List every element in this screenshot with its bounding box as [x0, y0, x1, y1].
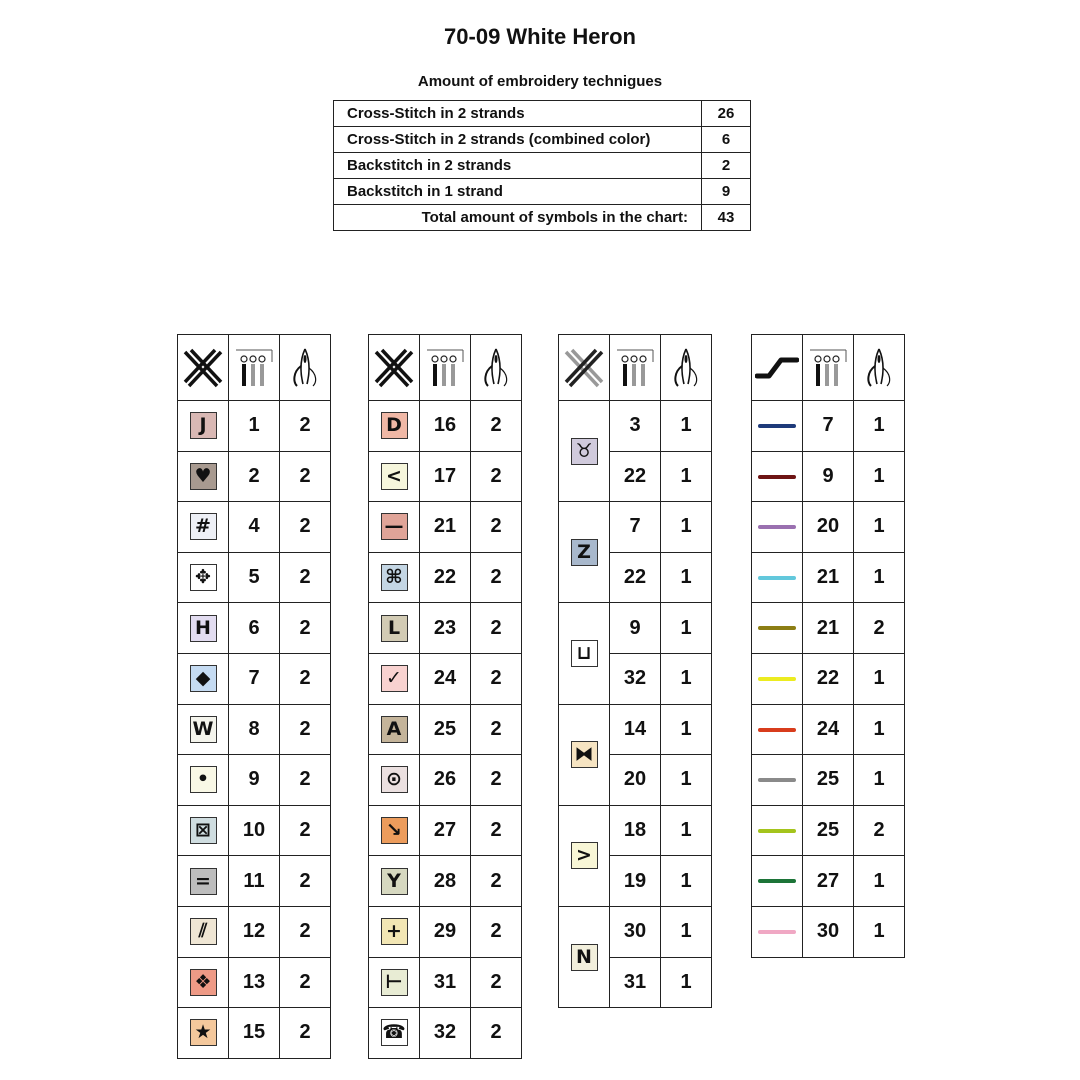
color-number: 4 — [229, 502, 280, 553]
table-row — [369, 502, 522, 553]
table-row — [178, 755, 331, 806]
color-number: 14 — [610, 704, 661, 755]
strand-count: 1 — [854, 755, 905, 806]
strand-count: 2 — [280, 906, 331, 957]
table-row — [369, 957, 522, 1008]
strand-count: 1 — [661, 603, 712, 654]
strand-count: 2 — [471, 653, 522, 704]
stitch-symbol: L — [381, 615, 408, 642]
color-number: 3 — [610, 401, 661, 452]
symbol-cell — [178, 805, 229, 856]
strand-count: 1 — [854, 704, 905, 755]
stitch-symbol: ⊔ — [571, 640, 598, 667]
threads-icon — [803, 346, 853, 390]
stitch-symbol: ⊙ — [381, 766, 408, 793]
strand-count: 1 — [854, 451, 905, 502]
table-row — [559, 805, 712, 856]
symbol-cell — [369, 906, 420, 957]
strand-count: 1 — [661, 653, 712, 704]
stitch-symbol: A — [381, 716, 408, 743]
strand-count: 1 — [854, 653, 905, 704]
stitch-symbol: J — [190, 412, 217, 439]
strand-count: 1 — [661, 906, 712, 957]
header-cell — [178, 335, 229, 401]
color-number: 31 — [420, 957, 471, 1008]
table-row — [369, 906, 522, 957]
table-row — [369, 552, 522, 603]
symbol-cell — [369, 805, 420, 856]
color-number: 20 — [803, 502, 854, 553]
backstitch-line-swatch — [758, 525, 796, 529]
summary-value: 2 — [702, 153, 751, 179]
symbol-cell — [369, 603, 420, 654]
line-cell — [752, 755, 803, 806]
strand-count: 2 — [471, 552, 522, 603]
color-number: 17 — [420, 451, 471, 502]
color-number: 12 — [229, 906, 280, 957]
table-row — [752, 805, 905, 856]
symbol-cell — [178, 502, 229, 553]
header-cell — [854, 335, 905, 401]
key-table-cross-stitch-2 — [368, 334, 522, 1059]
strand-count: 1 — [854, 502, 905, 553]
stitch-symbol: Y — [381, 868, 408, 895]
table-header-row — [369, 335, 522, 401]
summary-label: Cross-Stitch in 2 strands (combined color) — [334, 127, 702, 153]
table-row — [559, 603, 712, 654]
symbol-cell — [559, 906, 610, 1007]
header-cell — [610, 335, 661, 401]
color-number: 30 — [610, 906, 661, 957]
line-cell — [752, 653, 803, 704]
color-number: 22 — [610, 552, 661, 603]
stitch-symbol: ★ — [190, 1019, 217, 1046]
backstitch-line-swatch — [758, 728, 796, 732]
color-number: 32 — [420, 1008, 471, 1059]
strand-count: 1 — [854, 856, 905, 907]
table-row — [752, 502, 905, 553]
threads-icon — [420, 346, 470, 390]
key-table-backstitch — [751, 334, 905, 958]
color-number: 10 — [229, 805, 280, 856]
table-row — [178, 603, 331, 654]
table-row — [178, 906, 331, 957]
summary-table — [333, 100, 751, 231]
color-number: 24 — [420, 653, 471, 704]
color-number: 9 — [229, 755, 280, 806]
strand-count: 2 — [280, 805, 331, 856]
header-cell — [369, 335, 420, 401]
table-header-row — [752, 335, 905, 401]
color-number: 29 — [420, 906, 471, 957]
backstitch-line-swatch — [758, 677, 796, 681]
strand-count: 2 — [471, 957, 522, 1008]
color-number: 21 — [420, 502, 471, 553]
table-row — [178, 653, 331, 704]
backstitch-line-swatch — [758, 626, 796, 630]
table-row — [752, 451, 905, 502]
summary-row — [334, 127, 751, 153]
symbol-cell — [178, 704, 229, 755]
stitch-symbol: < — [381, 463, 408, 490]
stitch-symbol: Z — [571, 539, 598, 566]
symbol-cell — [178, 957, 229, 1008]
strand-count: 1 — [661, 755, 712, 806]
stitch-symbol: ♥ — [190, 463, 217, 490]
strand-count: 2 — [280, 957, 331, 1008]
symbol-cell — [369, 653, 420, 704]
table-row — [752, 704, 905, 755]
backstitch-icon — [752, 346, 802, 390]
summary-value: 6 — [702, 127, 751, 153]
threads-icon — [610, 346, 660, 390]
table-row — [369, 856, 522, 907]
stitch-symbol: ⊠ — [190, 817, 217, 844]
header-cell — [229, 335, 280, 401]
header-cell — [752, 335, 803, 401]
color-number: 25 — [803, 805, 854, 856]
color-number: 16 — [420, 401, 471, 452]
table-row — [559, 906, 712, 957]
key-table-cross-stitch-1 — [177, 334, 331, 1059]
color-number: 31 — [610, 957, 661, 1008]
color-number: 18 — [610, 805, 661, 856]
strand-count: 1 — [661, 401, 712, 452]
color-number: 7 — [229, 653, 280, 704]
stitch-symbol: • — [190, 766, 217, 793]
table-row — [178, 805, 331, 856]
stitch-symbol: = — [190, 868, 217, 895]
table-row — [178, 552, 331, 603]
color-number: 27 — [803, 856, 854, 907]
symbol-cell — [178, 451, 229, 502]
summary-subtitle: Amount of embroidery technigues — [417, 73, 663, 90]
symbol-cell — [178, 603, 229, 654]
table-row — [178, 704, 331, 755]
symbol-cell — [559, 502, 610, 603]
strand-count: 1 — [661, 704, 712, 755]
symbol-cell — [178, 856, 229, 907]
stitch-symbol: ✥ — [190, 564, 217, 591]
color-number: 5 — [229, 552, 280, 603]
strand-count: 2 — [471, 1008, 522, 1059]
line-cell — [752, 502, 803, 553]
symbol-cell — [369, 704, 420, 755]
backstitch-line-swatch — [758, 930, 796, 934]
table-header-row — [559, 335, 712, 401]
header-cell — [280, 335, 331, 401]
strand-count: 2 — [280, 856, 331, 907]
table-row — [369, 451, 522, 502]
strand-count: 2 — [854, 603, 905, 654]
symbol-cell — [559, 401, 610, 502]
summary-total-row — [334, 205, 751, 231]
color-number: 13 — [229, 957, 280, 1008]
table-row — [752, 401, 905, 452]
stitch-symbol: ⊢ — [381, 969, 408, 996]
strand-count: 2 — [280, 502, 331, 553]
table-row — [369, 603, 522, 654]
color-number: 22 — [803, 653, 854, 704]
stitch-symbol: ⧓ — [571, 741, 598, 768]
color-number: 7 — [610, 502, 661, 553]
symbol-cell — [369, 856, 420, 907]
strand-count: 2 — [280, 653, 331, 704]
symbol-cell — [178, 906, 229, 957]
table-row — [369, 401, 522, 452]
table-row — [559, 401, 712, 452]
strand-count: 2 — [471, 704, 522, 755]
stitch-symbol: + — [381, 918, 408, 945]
cross-stitch-icon — [178, 346, 228, 390]
needle-icon — [854, 346, 904, 390]
strand-count: 2 — [280, 552, 331, 603]
line-cell — [752, 805, 803, 856]
table-row — [752, 856, 905, 907]
color-number: 21 — [803, 552, 854, 603]
strand-count: 1 — [661, 957, 712, 1008]
needle-icon — [661, 346, 711, 390]
header-cell — [471, 335, 522, 401]
strand-count: 1 — [661, 856, 712, 907]
header-cell — [803, 335, 854, 401]
backstitch-line-swatch — [758, 576, 796, 580]
strand-count: 2 — [854, 805, 905, 856]
symbol-cell — [369, 502, 420, 553]
strand-count: 2 — [471, 603, 522, 654]
line-cell — [752, 552, 803, 603]
summary-row — [334, 101, 751, 127]
table-row — [178, 957, 331, 1008]
symbol-cell — [178, 653, 229, 704]
color-number: 28 — [420, 856, 471, 907]
strand-count: 2 — [471, 906, 522, 957]
strand-count: 2 — [471, 451, 522, 502]
header-cell — [420, 335, 471, 401]
color-number: 24 — [803, 704, 854, 755]
line-cell — [752, 906, 803, 957]
header-cell — [661, 335, 712, 401]
backstitch-line-swatch — [758, 475, 796, 479]
symbol-cell — [178, 552, 229, 603]
summary-label: Cross-Stitch in 2 strands — [334, 101, 702, 127]
table-row — [178, 401, 331, 452]
table-row — [178, 451, 331, 502]
table-row — [369, 653, 522, 704]
line-cell — [752, 401, 803, 452]
strand-count: 1 — [854, 552, 905, 603]
strand-count: 2 — [280, 603, 331, 654]
table-row — [559, 502, 712, 553]
strand-count: 2 — [471, 805, 522, 856]
strand-count: 1 — [661, 502, 712, 553]
stitch-symbol: ⌘ — [381, 564, 408, 591]
cross-stitch-icon — [369, 346, 419, 390]
stitch-symbol: ↘ — [381, 817, 408, 844]
color-number: 27 — [420, 805, 471, 856]
backstitch-line-swatch — [758, 778, 796, 782]
table-header-row — [178, 335, 331, 401]
strand-count: 2 — [280, 401, 331, 452]
color-number: 25 — [420, 704, 471, 755]
symbol-cell — [369, 755, 420, 806]
symbol-cell — [369, 401, 420, 452]
summary-total-label: Total amount of symbols in the chart: — [334, 205, 702, 231]
strand-count: 1 — [854, 401, 905, 452]
summary-row — [334, 179, 751, 205]
color-number: 21 — [803, 603, 854, 654]
summary-row — [334, 153, 751, 179]
color-number: 22 — [420, 552, 471, 603]
symbol-cell — [559, 603, 610, 704]
table-row — [752, 603, 905, 654]
header-cell — [559, 335, 610, 401]
strand-count: 1 — [854, 906, 905, 957]
color-number: 32 — [610, 653, 661, 704]
symbol-cell — [178, 401, 229, 452]
color-number: 23 — [420, 603, 471, 654]
line-cell — [752, 704, 803, 755]
color-number: 25 — [803, 755, 854, 806]
strand-count: 2 — [280, 755, 331, 806]
table-row — [752, 906, 905, 957]
table-row — [752, 755, 905, 806]
line-cell — [752, 451, 803, 502]
symbol-cell — [369, 451, 420, 502]
needle-icon — [471, 346, 521, 390]
table-row — [369, 755, 522, 806]
strand-count: 2 — [471, 401, 522, 452]
summary-value: 9 — [702, 179, 751, 205]
color-number: 9 — [610, 603, 661, 654]
backstitch-line-swatch — [758, 424, 796, 428]
line-cell — [752, 603, 803, 654]
summary-label: Backstitch in 2 strands — [334, 153, 702, 179]
table-row — [178, 856, 331, 907]
needle-icon — [280, 346, 330, 390]
summary-label: Backstitch in 1 strand — [334, 179, 702, 205]
stitch-symbol: # — [190, 513, 217, 540]
stitch-symbol: ⫽ — [190, 918, 217, 945]
stitch-symbol: ☎ — [381, 1019, 408, 1046]
table-row — [559, 704, 712, 755]
color-number: 9 — [803, 451, 854, 502]
backstitch-line-swatch — [758, 879, 796, 883]
strand-count: 1 — [661, 451, 712, 502]
stitch-symbol: — — [381, 513, 408, 540]
strand-count: 2 — [471, 502, 522, 553]
stitch-symbol: ✓ — [381, 665, 408, 692]
color-number: 2 — [229, 451, 280, 502]
table-row — [369, 805, 522, 856]
color-number: 30 — [803, 906, 854, 957]
strand-count: 2 — [280, 451, 331, 502]
symbol-cell — [369, 552, 420, 603]
color-number: 11 — [229, 856, 280, 907]
stitch-symbol: W — [190, 716, 217, 743]
color-number: 6 — [229, 603, 280, 654]
table-row — [178, 502, 331, 553]
stitch-symbol: ♉ — [571, 438, 598, 465]
color-number: 26 — [420, 755, 471, 806]
color-number: 8 — [229, 704, 280, 755]
symbol-cell — [559, 704, 610, 805]
strand-count: 2 — [471, 856, 522, 907]
line-cell — [752, 856, 803, 907]
color-number: 1 — [229, 401, 280, 452]
stitch-symbol: N — [571, 944, 598, 971]
color-number: 19 — [610, 856, 661, 907]
table-row — [178, 1008, 331, 1059]
strand-count: 2 — [280, 704, 331, 755]
page-title: 70-09 White Heron — [444, 24, 636, 49]
summary-total-value: 43 — [702, 205, 751, 231]
color-number: 20 — [610, 755, 661, 806]
symbol-cell — [369, 1008, 420, 1059]
color-number: 22 — [610, 451, 661, 502]
table-row — [752, 552, 905, 603]
stitch-symbol: ◆ — [190, 665, 217, 692]
combined-cross-stitch-icon — [559, 346, 609, 390]
strand-count: 1 — [661, 552, 712, 603]
color-number: 7 — [803, 401, 854, 452]
stitch-symbol: H — [190, 615, 217, 642]
strand-count: 2 — [471, 755, 522, 806]
color-number: 15 — [229, 1008, 280, 1059]
symbol-cell — [178, 1008, 229, 1059]
table-row — [752, 653, 905, 704]
strand-count: 1 — [661, 805, 712, 856]
table-row — [369, 704, 522, 755]
symbol-cell — [559, 805, 610, 906]
backstitch-line-swatch — [758, 829, 796, 833]
threads-icon — [229, 346, 279, 390]
summary-value: 26 — [702, 101, 751, 127]
symbol-cell — [369, 957, 420, 1008]
symbol-cell — [178, 755, 229, 806]
stitch-symbol: ❖ — [190, 969, 217, 996]
strand-count: 2 — [280, 1008, 331, 1059]
table-row — [369, 1008, 522, 1059]
stitch-symbol: D — [381, 412, 408, 439]
stitch-symbol: > — [571, 842, 598, 869]
key-table-combined-color — [558, 334, 712, 1008]
